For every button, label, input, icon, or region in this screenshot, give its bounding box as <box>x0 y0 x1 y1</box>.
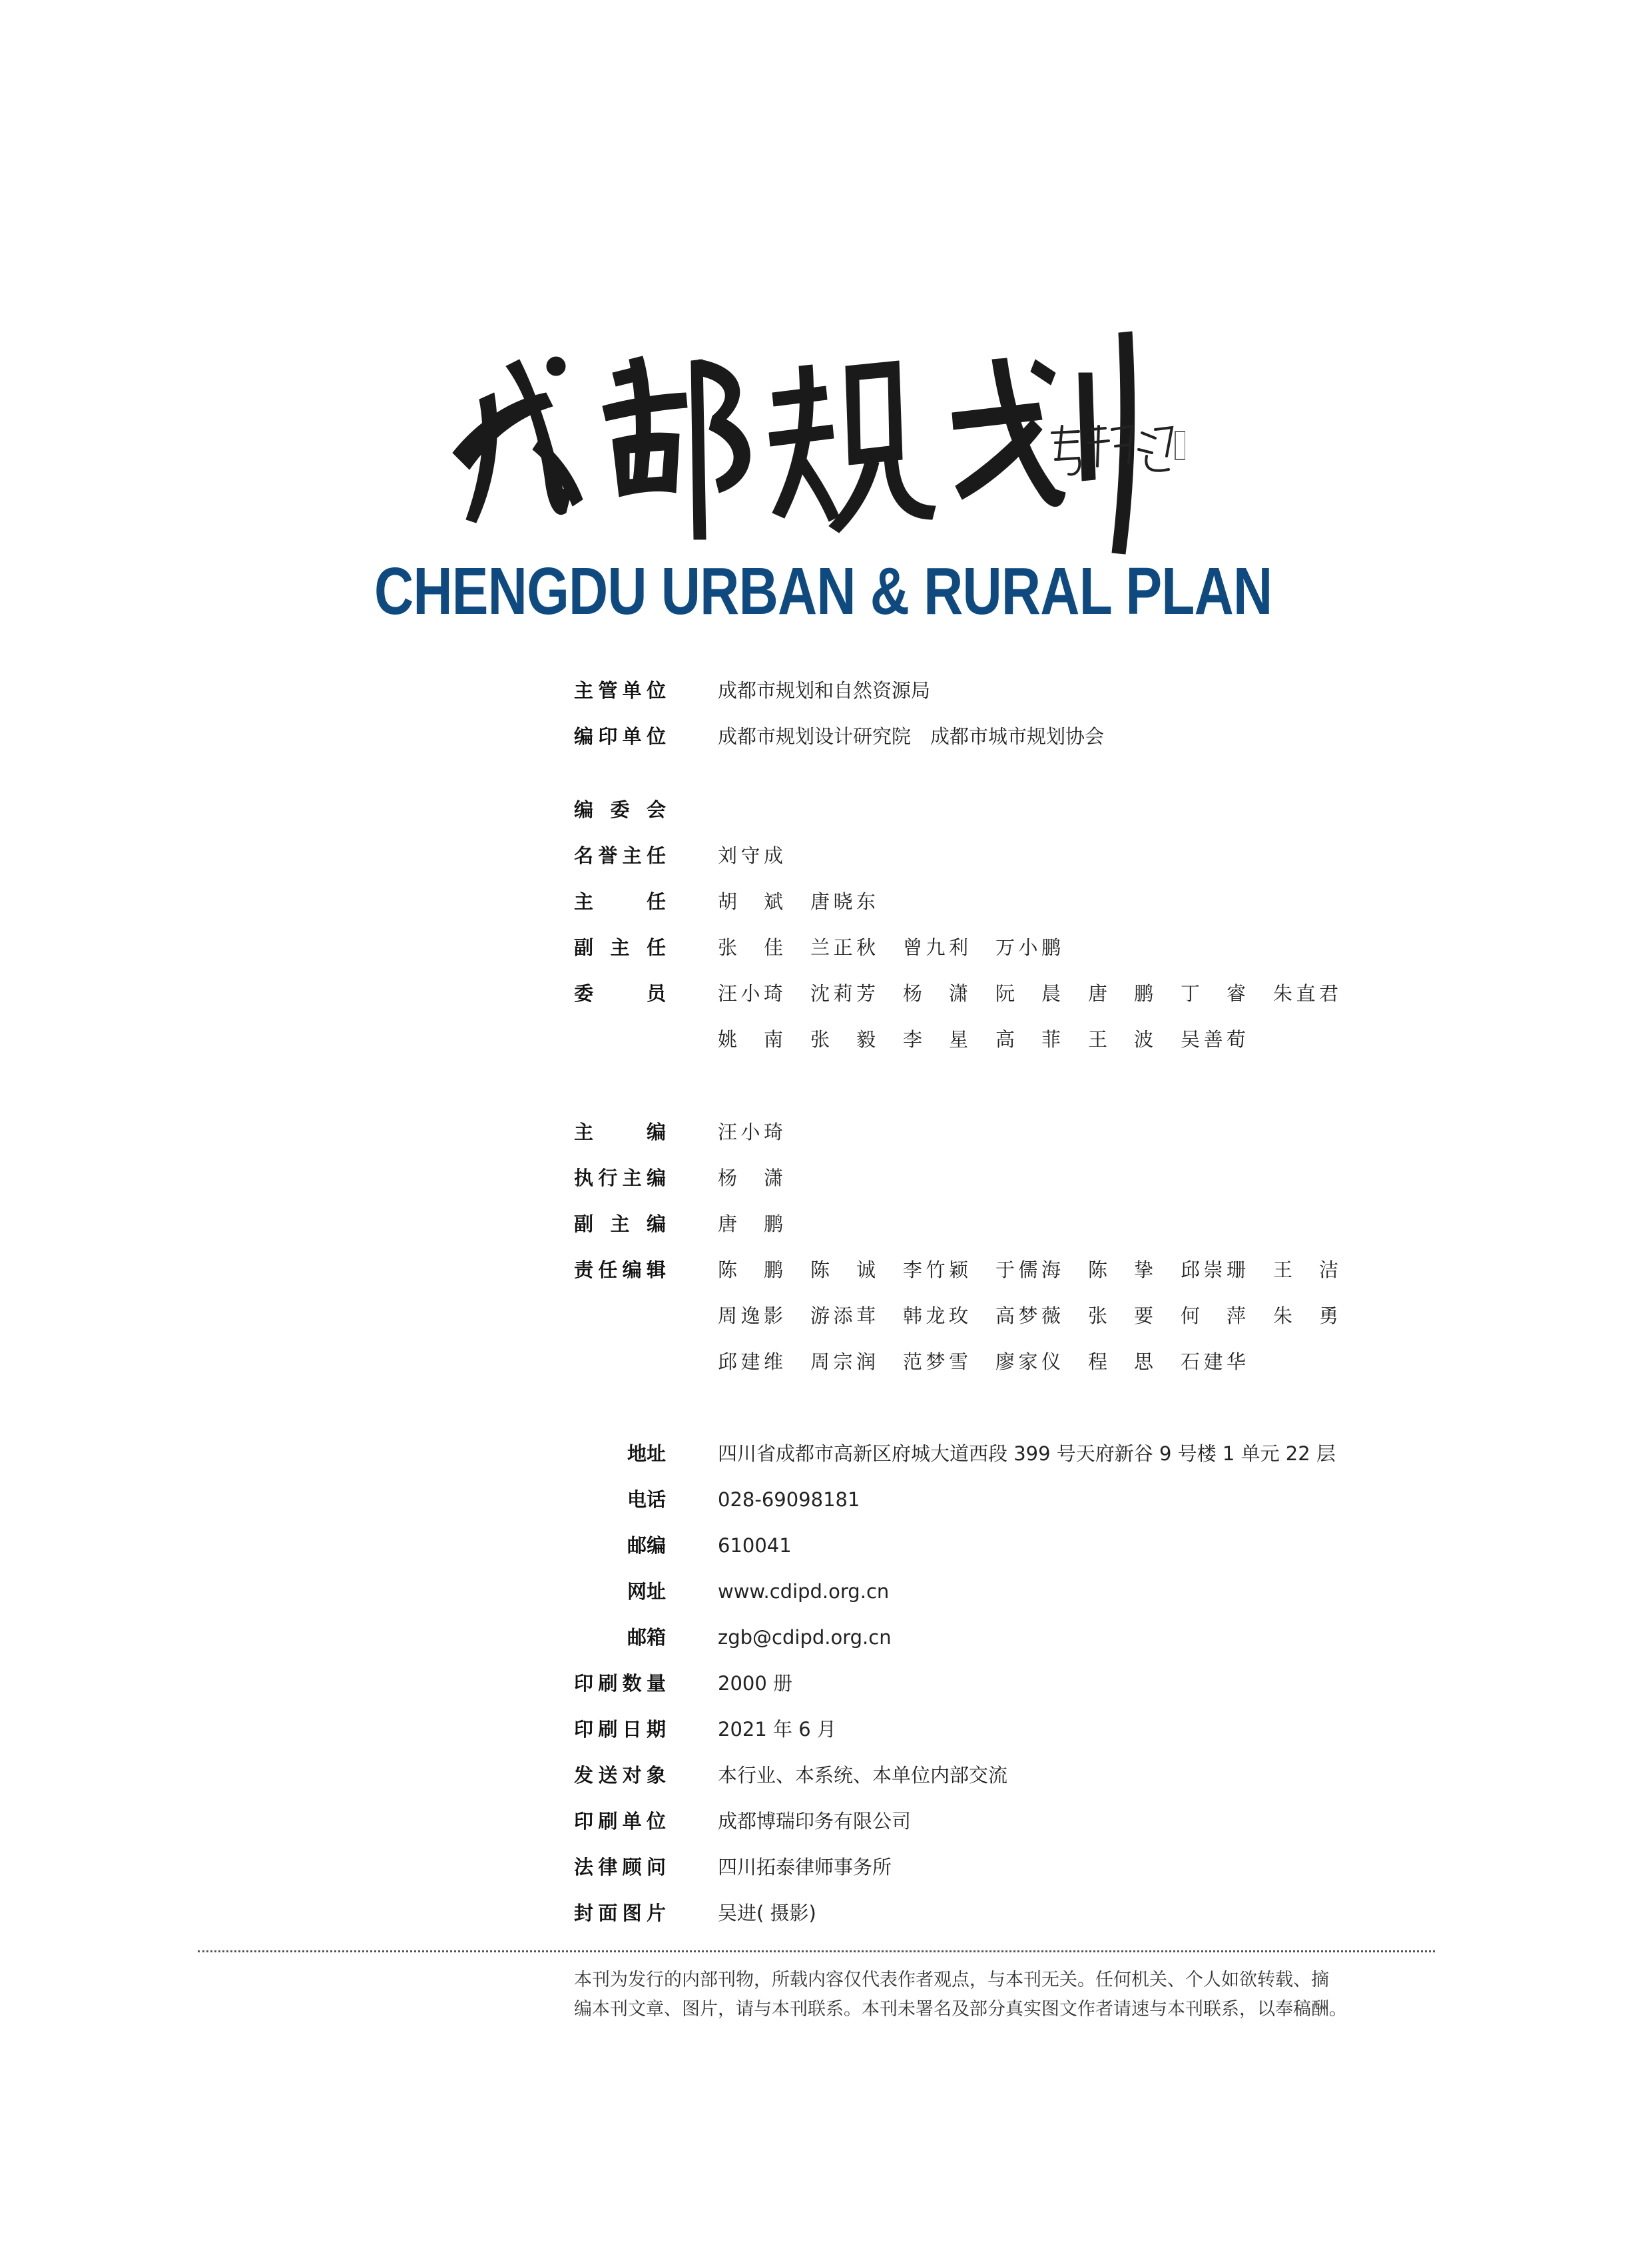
disclaimer <box>574 1966 1386 2024</box>
person-name: 陈 鹏 <box>718 1259 783 1281</box>
phone-label: 电话 <box>627 1488 666 1511</box>
distribution-value: 本行业、本系统、本单位内部交流 <box>718 1764 1008 1787</box>
person-name: 周逸影 <box>718 1304 783 1327</box>
honorary-director-label: 名誉主任 <box>574 844 666 867</box>
person-name: 陈 诚 <box>810 1259 876 1281</box>
dotted-divider <box>198 1950 1435 1952</box>
person-name: 高 菲 <box>995 1028 1061 1051</box>
person-name: 李 星 <box>903 1028 968 1051</box>
person-name: 兰正秋 <box>810 936 876 959</box>
person-name: 吴善荀 <box>1181 1028 1246 1051</box>
calligraphy-logo <box>439 320 1185 559</box>
person-name: 汪小琦 <box>718 1121 783 1143</box>
person-name: 范梦雪 <box>903 1350 968 1373</box>
calligraphy-artwork <box>439 320 1185 559</box>
address-value: 四川省成都市高新区府城大道西段 399 号天府新谷 9 号楼 1 单元 22 层 <box>718 1442 1336 1465</box>
person-name: 刘守成 <box>718 844 783 867</box>
legal-counsel-label: 法律顾问 <box>574 1856 666 1878</box>
person-name: 胡 斌 <box>718 890 783 913</box>
cover-photo-label: 封面图片 <box>574 1902 666 1924</box>
print-quantity-label: 印刷数量 <box>574 1672 666 1695</box>
print-date-label: 印刷日期 <box>574 1718 666 1741</box>
person-name: 石建华 <box>1181 1350 1246 1373</box>
print-quantity-value: 2000 册 <box>718 1672 793 1695</box>
person-name: 何 萍 <box>1181 1304 1246 1327</box>
compiler-label: 编印单位 <box>574 725 666 748</box>
person-name: 朱直君 <box>1273 982 1338 1005</box>
chief-editor-label: 主 编 <box>574 1121 666 1143</box>
deputy-editor-label: 副 主 编 <box>574 1213 666 1235</box>
printer-value: 成都博瑞印务有限公司 <box>718 1810 912 1832</box>
compiler-value: 成都市规划设计研究院 成都市城市规划协会 <box>718 725 1105 748</box>
person-name: 阮 晨 <box>995 982 1061 1005</box>
disclaimer-line: 本刊为发行的内部刊物，所载内容仅代表作者观点，与本刊无关。任何机关、个人如欲转载、摘 <box>574 1970 1329 1990</box>
person-name: 杨 潇 <box>718 1167 783 1189</box>
person-name: 汪小琦 <box>718 982 783 1005</box>
website-label: 网址 <box>627 1580 666 1603</box>
person-name: 杨 潇 <box>903 982 968 1005</box>
address-label: 地址 <box>627 1442 666 1465</box>
supervisor-label: 主管单位 <box>574 679 666 702</box>
disclaimer-line: 编本刊文章、图片，请与本刊联系。本刊未署名及部分真实图文作者请速与本刊联系，以奉稿酬。 <box>574 1999 1347 2020</box>
email-label: 邮箱 <box>627 1626 666 1649</box>
person-name: 周宗润 <box>810 1350 876 1373</box>
person-name: 万小鹏 <box>995 936 1061 959</box>
supervisor-value: 成都市规划和自然资源局 <box>718 679 931 702</box>
person-name: 朱 勇 <box>1273 1304 1338 1327</box>
printer-label: 印刷单位 <box>574 1810 666 1832</box>
person-name: 高梦薇 <box>995 1304 1061 1327</box>
deputy-director-label: 副 主 任 <box>574 936 666 959</box>
seal-stamp <box>1175 431 1185 459</box>
person-name: 张 要 <box>1088 1304 1153 1327</box>
person-name: 丁 睿 <box>1181 982 1246 1005</box>
person-name: 曾九利 <box>903 936 968 959</box>
print-date-value: 2021 年 6 月 <box>718 1718 836 1741</box>
person-name: 王 洁 <box>1273 1259 1338 1281</box>
person-name: 于儒海 <box>995 1259 1061 1281</box>
person-name: 韩龙玫 <box>903 1304 968 1327</box>
committee-heading: 编 委 会 <box>574 798 666 821</box>
person-name: 邱建维 <box>718 1350 783 1373</box>
person-name: 唐 鹏 <box>718 1213 783 1235</box>
person-name: 邱崇珊 <box>1181 1259 1246 1281</box>
phone-value: 028-69098181 <box>718 1488 860 1511</box>
person-name: 姚 南 <box>718 1028 783 1051</box>
responsible-editors-label: 责任编辑 <box>574 1259 666 1281</box>
legal-counsel-value: 四川拓泰律师事务所 <box>718 1856 892 1878</box>
person-name: 程 思 <box>1088 1350 1153 1373</box>
cover-photo-value: 吴进( 摄影) <box>718 1902 816 1924</box>
postcode-value: 610041 <box>718 1534 792 1557</box>
person-name: 李竹颖 <box>903 1259 968 1281</box>
postcode-label: 邮编 <box>627 1534 666 1557</box>
person-name: 张 佳 <box>718 936 783 959</box>
english-title: CHENGDU URBAN & RURAL PLAN <box>374 554 1272 629</box>
director-label: 主 任 <box>574 890 666 913</box>
person-name: 唐 鹏 <box>1088 982 1153 1005</box>
person-name: 廖家仪 <box>995 1350 1061 1373</box>
person-name: 游添茸 <box>810 1304 876 1327</box>
executive-editor-label: 执行主编 <box>574 1167 666 1189</box>
website-value: www.cdipd.org.cn <box>718 1580 890 1603</box>
person-name: 张 毅 <box>810 1028 876 1051</box>
person-name: 王 波 <box>1088 1028 1153 1051</box>
person-name: 唐晓东 <box>810 890 876 913</box>
email-value: zgb@cdipd.org.cn <box>718 1626 892 1649</box>
person-name: 陈 挚 <box>1088 1259 1153 1281</box>
person-name: 沈莉芳 <box>810 982 876 1005</box>
members-label: 委 员 <box>574 982 666 1005</box>
distribution-label: 发送对象 <box>574 1764 666 1787</box>
